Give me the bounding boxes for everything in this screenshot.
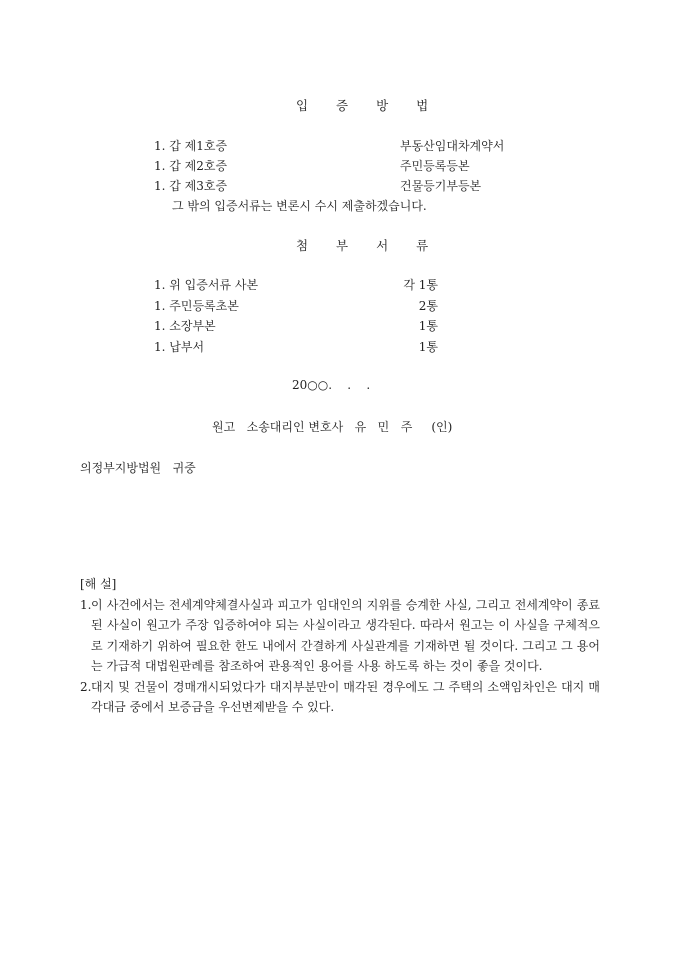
filing-date: 20○○. . . (292, 378, 371, 392)
commentary-item-number: 1. (80, 598, 92, 612)
commentary-item-number: 2. (80, 679, 92, 694)
evidence-item-value: 건물등기부등본 (400, 179, 482, 193)
attachment-item (154, 338, 554, 356)
commentary-body (80, 595, 600, 717)
attachment-item-count: 1통 (418, 319, 438, 333)
evidence-item (154, 137, 554, 155)
evidence-heading: 입 증 방 법 (296, 98, 441, 113)
attachment-item-label: 1. 소장부본 (154, 319, 216, 333)
attachment-item-count: 2통 (418, 299, 438, 313)
evidence-item-value: 부동산임대차계약서 (400, 139, 505, 153)
commentary-item-text: 대지 및 건물이 경매개시되었다가 대지부분만이 매각된 경우에도 그 주택의 소액임차인은 대지 매각대금 중에서 보증금을 우선변제받을 수 있다. (91, 679, 600, 715)
evidence-item (154, 157, 554, 175)
commentary-item (80, 677, 600, 718)
evidence-item-label: 1. 갑 제2호증 (154, 159, 228, 173)
attachment-item (154, 297, 554, 315)
attachment-item-count: 1통 (418, 340, 438, 354)
evidence-note: 그 밖의 입증서류는 변론시 수시 제출하겠습니다. (172, 199, 427, 213)
signature-line: 원고 소송대리인 변호사 유 민 주 (인) (212, 420, 453, 434)
attachment-item-count: 각 1통 (403, 278, 438, 292)
attachment-item-label: 1. 위 입증서류 사본 (154, 278, 259, 292)
commentary-item-text: 이 사건에서는 전세계약체결사실과 피고가 임대인의 지위를 승계한 사실, 그리고 전세계약이 종료된 사실이 원고가 주장 입증하여야 되는 사실이라고 생각된다. 따라서 원고는 이 사실을 구체적으로 기재하기 위하여 필요한 한도 내에서 간결하게 사실관계를 기재하면 될 것이다. 그리고 그 용어는 가급적 대법원판례를 참조하여 관용적인 용어를 사용 하도록 하는 것이 좋을 것이다. (91, 598, 600, 674)
commentary-item (80, 595, 600, 677)
attachment-item-label: 1. 주민등록초본 (154, 299, 239, 313)
attachment-item-label: 1. 납부서 (154, 340, 205, 354)
court-addressee: 의정부지방법원 귀중 (80, 461, 196, 475)
evidence-item-value: 주민등록등본 (400, 159, 470, 173)
evidence-item-label: 1. 갑 제3호증 (154, 179, 228, 193)
attachments-heading: 첨 부 서 류 (296, 238, 441, 253)
attachment-item (154, 317, 554, 335)
commentary-heading: [해 설] (80, 577, 117, 591)
evidence-item-label: 1. 갑 제1호증 (154, 139, 228, 153)
attachment-item (154, 276, 554, 294)
evidence-item (154, 177, 554, 195)
